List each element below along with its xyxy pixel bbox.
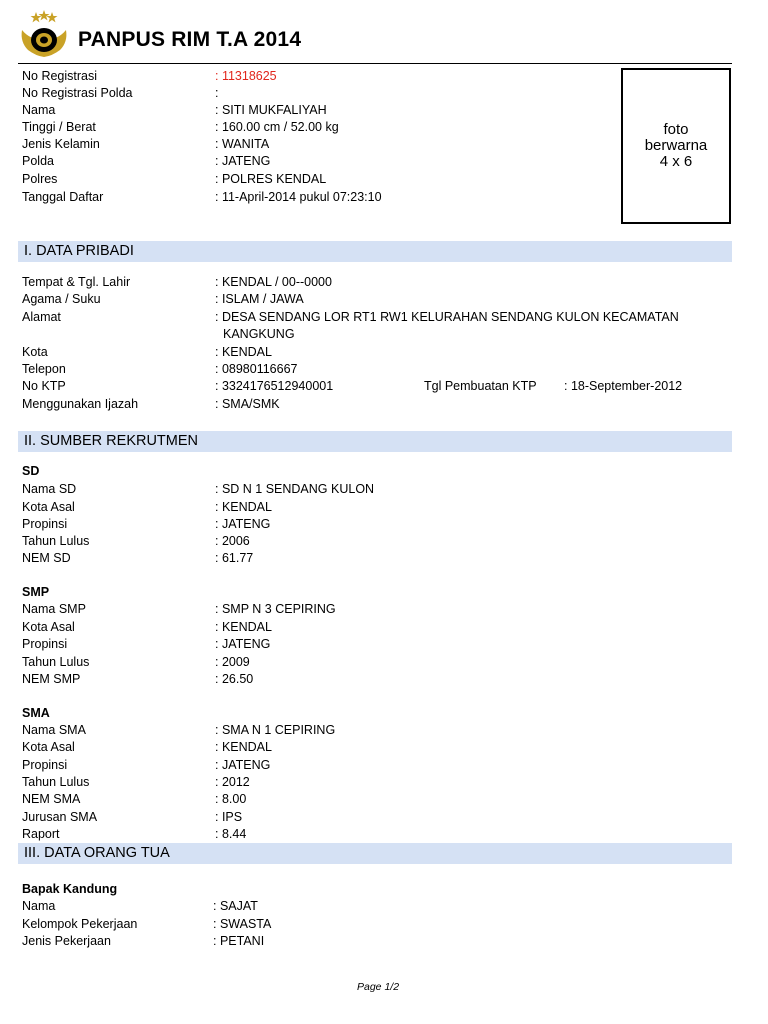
field-value: : JATENG [215,517,271,531]
field-label: Raport [22,827,60,841]
field-label: Menggunakan Ijazah [22,397,139,411]
field-label: Telepon [22,362,66,376]
photo-label-line1: foto [663,121,689,138]
field-label: Nama [22,899,56,913]
photo-placeholder [621,68,731,224]
field-value: : SAJAT [213,899,258,913]
field-value: : 26.50 [215,672,254,686]
field-value: : ISLAM / JAWA [215,292,304,306]
field-value: : SWASTA [213,917,272,931]
field-value: KANGKUNG [223,327,295,341]
field-value: : KENDAL [215,345,272,359]
section-data-orang-tua [18,843,732,864]
field-label: Nama SMA [22,723,86,737]
field-value: : SMA N 1 CEPIRING [215,723,336,737]
field-value: : 160.00 cm / 52.00 kg [215,120,339,134]
subheading-bapak-kandung: Bapak Kandung [22,882,118,896]
field-label: Tinggi / Berat [22,120,96,134]
field-label: Agama / Suku [22,292,101,306]
field-value: : KENDAL [215,740,272,754]
field-value: : SMA/SMK [215,397,280,411]
section-data-pribadi [18,241,732,262]
page-number: Page 1/2 [357,981,400,993]
field-value: : 61.77 [215,551,254,565]
field-label: NEM SD [22,551,71,565]
field-label: Tahun Lulus [22,534,90,548]
field-value: : 11318625 [215,69,277,83]
field-label: Tahun Lulus [22,775,90,789]
field-value: : JATENG [215,758,271,772]
field-value: : 8.00 [215,792,247,806]
field-label: Nama SD [22,482,77,496]
field-label: Tempat & Tgl. Lahir [22,275,131,289]
field-value: : SD N 1 SENDANG KULON [215,482,375,496]
field-label: Propinsi [22,637,68,651]
photo-label-line2: berwarna [644,137,708,154]
field-value: : KENDAL [215,500,272,514]
field-label: Polda [22,154,54,168]
page-title: PANPUS RIM T.A 2014 [78,28,302,51]
field-label: Kota Asal [22,500,75,514]
section-title: III. DATA ORANG TUA [24,845,170,861]
section-title: II. SUMBER REKRUTMEN [24,433,199,449]
field-value: : JATENG [215,637,271,651]
field-value: : 2012 [215,775,250,789]
field-label: Jenis Pekerjaan [22,934,111,948]
field-value: : KENDAL / 00--0000 [215,275,332,289]
field-label: Kota Asal [22,620,75,634]
field-value: : SMP N 3 CEPIRING [215,602,336,616]
field-label-tgl-ktp: Tgl Pembuatan KTP [424,379,537,393]
section-title: I. DATA PRIBADI [24,243,134,259]
field-label: Nama SMP [22,602,86,616]
field-value: : 2006 [215,534,250,548]
field-label: No Registrasi Polda [22,86,133,100]
field-label: Kota [22,345,48,359]
subheading-sd: SD [22,464,40,478]
field-label: No KTP [22,379,66,393]
field-label: Kelompok Pekerjaan [22,917,138,931]
field-label: Kota Asal [22,740,75,754]
field-value: : DESA SENDANG LOR RT1 RW1 KELURAHAN SENDANG KULON KECAMATAN [215,310,679,324]
photo-label-line3: 4 x 6 [659,153,693,170]
field-value: : [215,86,219,100]
field-value: : WANITA [215,137,270,151]
field-value: : 08980116667 [215,362,298,376]
police-emblem-icon [18,10,70,60]
field-value: : 2009 [215,655,250,669]
field-no-ktp [22,378,722,395]
field-value: : JATENG [215,154,271,168]
field-value: : POLRES KENDAL [215,172,327,186]
field-value: : IPS [215,810,243,824]
subheading-smp: SMP [22,585,50,599]
field-label: Propinsi [22,758,68,772]
field-value: : 3324176512940001 [215,379,334,393]
field-value: : 11-April-2014 pukul 07:23:10 [215,190,382,204]
subheading-sma: SMA [22,706,50,720]
field-value: : SITI MUKFALIYAH [215,103,327,117]
field-label: Polres [22,172,58,186]
field-label: NEM SMP [22,672,81,686]
field-label: Tanggal Daftar [22,190,104,204]
field-label: Alamat [22,310,61,324]
section-sumber-rekrutmen [18,431,732,452]
document-header [18,8,732,64]
field-value-tgl-ktp: : 18-September-2012 [564,379,683,393]
field-value: : KENDAL [215,620,272,634]
field-label: Nama [22,103,56,117]
field-label: Jurusan SMA [22,810,98,824]
field-label: Propinsi [22,517,68,531]
field-label: No Registrasi [22,69,98,83]
field-label: Tahun Lulus [22,655,90,669]
field-value: : PETANI [213,934,265,948]
field-label: NEM SMA [22,792,81,806]
field-value: : 8.44 [215,827,247,841]
field-label: Jenis Kelamin [22,137,100,151]
